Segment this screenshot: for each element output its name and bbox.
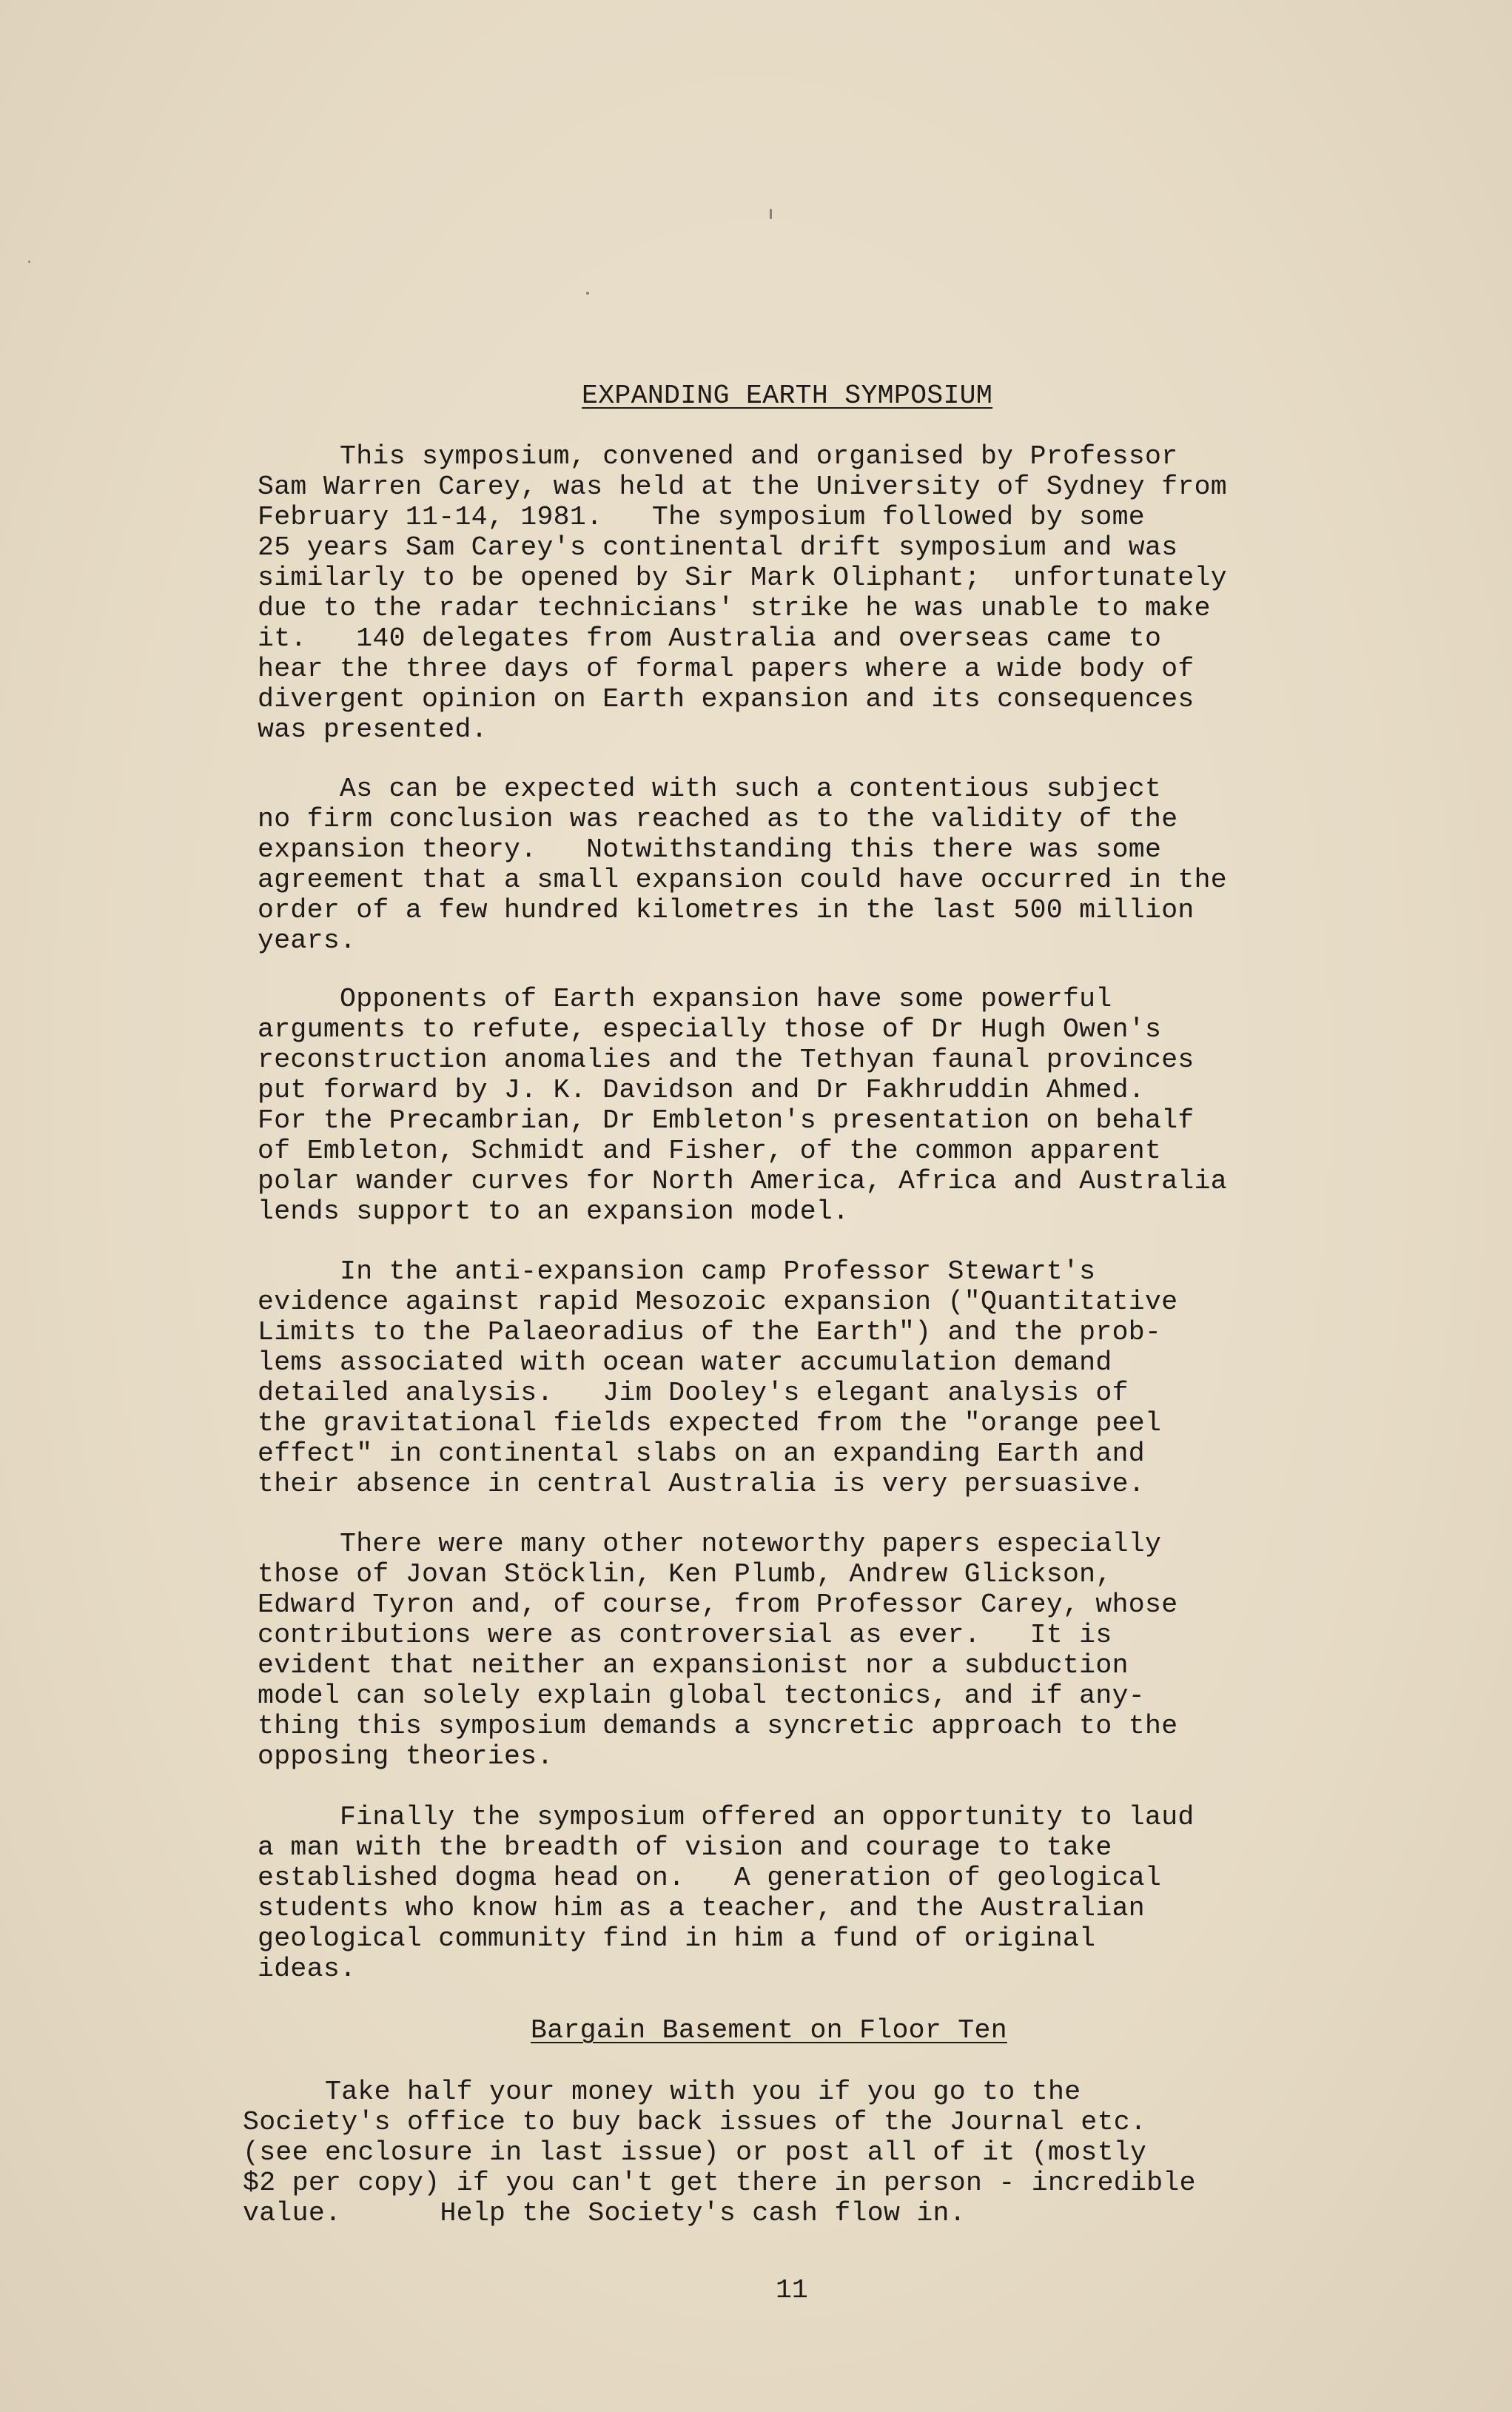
paper-speck bbox=[586, 292, 589, 295]
notice-text: Take half your money with you if you go to the Society's office to buy back issues of the Journal etc. (see enclosure in last issue) or post all of it (mostly $2 per copy) if you can't get there in person - incredible value. Help the Society's cash flow in. bbox=[243, 2077, 1196, 2228]
paragraph-symposium-intro: This symposium, convened and organised by Professor Sam Warren Carey, was held at the University of Sydney from February 11-14, 1981. The symposium followed by some 25 years Sam Carey's continental drift symposium and was similarly to be opened by Sir Mark Oliphant; unfortunately due to the radar technicians' strike he was unable to make it. 140 delegates from Australia and overseas came to hear the three days of formal papers where a wide body of divergent opinion on Earth expansion and its consequences was presented. bbox=[258, 441, 1228, 745]
page-number: 11 bbox=[776, 2275, 808, 2305]
notice-title: Bargain Basement on Floor Ten bbox=[531, 2015, 1007, 2046]
paragraph-anti-expansion: In the anti-expansion camp Professor Stewart's evidence against rapid Mesozoic expansion ("Quantitative Limits to the Palaeoradius of the Earth") and the prob- lems associated with ocean water accumulation demand detailed analysis. Jim Dooley's elegant analysis of the gravitational fields expected from the "orange peel effect" in continental slabs on an expanding Earth and their absence in central Australia is very persuasive. bbox=[258, 1256, 1178, 1499]
paragraph-conclusion: As can be expected with such a contentious subject no firm conclusion was reached as to the validity of the expansion theory. Notwithstanding this there was some agreement that a small expansion could have occurred in the order of a few hundred kilometres in the last 500 million years. bbox=[258, 774, 1228, 956]
article-title: EXPANDING EARTH SYMPOSIUM bbox=[582, 381, 993, 411]
paragraph-other-papers: There were many other noteworthy papers especially those of Jovan Stöcklin, Ken Plumb, Andrew Glickson, Edward Tyron and, of course, from Professor Carey, whose contributions were as controversial as ever. It is evident that neither an expansionist nor a subduction model can solely explain global tectonics, and if any- thing this symposium demands a syncretic approach to the opposing theories. bbox=[258, 1529, 1178, 1772]
paragraph-finally: Finally the symposium offered an opportunity to laud a man with the breadth of vision and courage to take established dogma head on. A generation of geological students who know him as a teacher, and the Australian geological community find in him a fund of original ideas. bbox=[258, 1802, 1195, 1984]
paper-speck bbox=[770, 209, 772, 219]
paragraph-opponents: Opponents of Earth expansion have some powerful arguments to refute, especially those of Dr Hugh Owen's reconstruction anomalies and the Tethyan faunal provinces put forward by J. K. Davidson and Dr Fakhruddin Ahmed. For the Precambrian, Dr Embleton's presentation on behalf of Embleton, Schmidt and Fisher, of the common apparent polar wander curves for North America, Africa and Australia lends support to an expansion model. bbox=[258, 984, 1228, 1227]
paper-speck bbox=[28, 261, 30, 263]
